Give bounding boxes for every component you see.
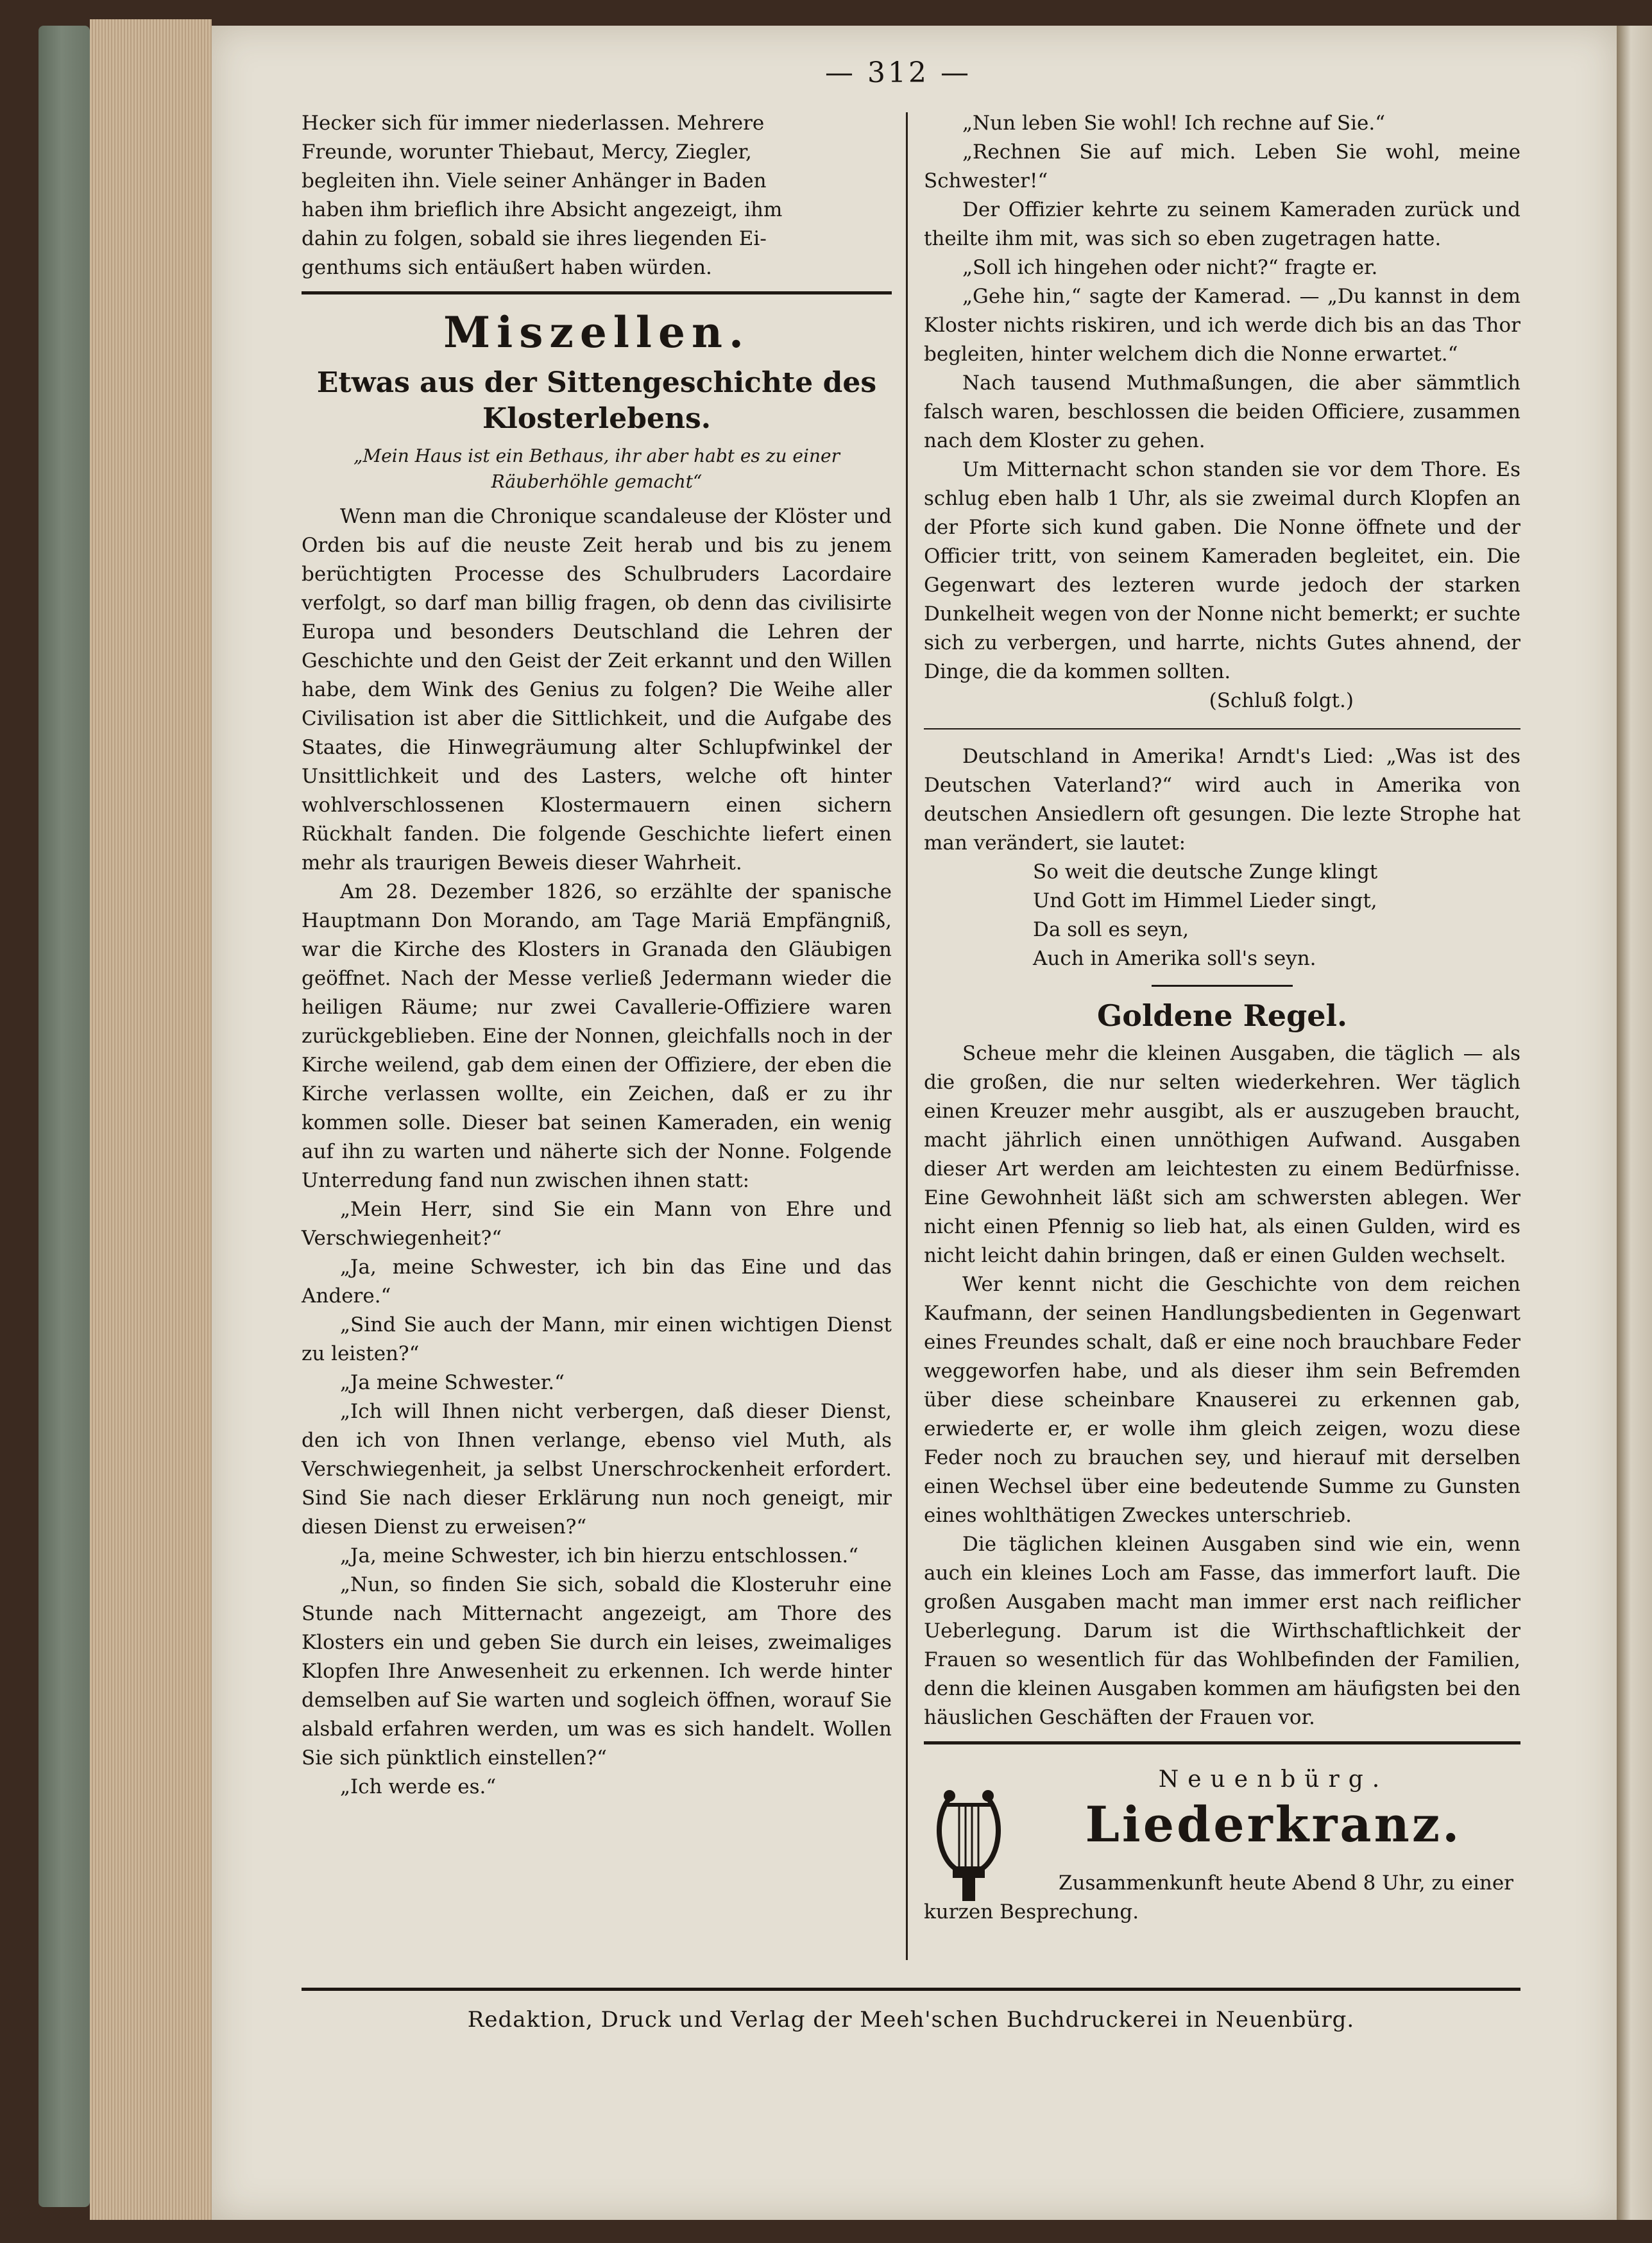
poem-line: Auch in Amerika soll's seyn. — [1033, 947, 1316, 970]
page-number: — 312 — — [825, 56, 971, 89]
left-column — [302, 109, 892, 1802]
poem-line: Da soll es seyn, — [1033, 918, 1189, 941]
ad-title: Liederkranz. — [1085, 1796, 1462, 1853]
book-cover-edge — [38, 26, 90, 2207]
dialogue-line: „Ja meine Schwester.“ — [340, 1371, 565, 1394]
deutschland-paragraph: Deutschland in Amerika! Arndt's Lied: „Was ist des Deutschen Vaterland?“ wird auch in Amerika von deutschen Ansiedlern oft gesungen. Die lezte Strophe hat man verändert, sie lautet: — [924, 745, 1520, 855]
article-paragraph: Am 28. Dezember 1826, so erzählte der spanische Hauptmann Don Morando, am Tage Mariä Empfängniß, war die Kirche des Klosters in Granada den Gläubigen geöffnet. Nach der Messe verließ Jedermann wieder die heiligen Räume; nur zwei Cavallerie-Offiziere waren zurückgeblieben. Eine der Nonnen, gleichfalls noch in der Kirche weilend, gab dem einen der Offiziere, der eben die Kirche verlassen wollte, ein Zeichen, daß er zu ihr kommen solle. Dieser bat seinen Kameraden, ein wenig auf ihn zu warten und näherte sich der Nonne. Folgende Unterredung fand nun zwischen ihnen statt: — [302, 880, 892, 1192]
article-paragraph: Um Mitternacht schon standen sie vor dem Thore. Es schlug eben halb 1 Uhr, als sie zweimal durch Klopfen an der Pforte sich kund gaben. Die Nonne öffnete und der Officier tritt, von seinem Kameraden begleitet, ein. Die Gegenwart des lezteren wurde jedoch der starken Dunkelheit wegen von der Nonne nicht bemerkt; er suchte sich zu verbergen, und harrte, nichts Gutes ahnend, der Dinge, die da kommen sollten. — [924, 458, 1520, 683]
imprint-footer: Redaktion, Druck und Verlag der Meeh'schen Buchdruckerei in Neuenbürg. — [467, 2007, 1355, 2033]
dialogue-line: „Sind Sie auch der Mann, mir einen wichtigen Dienst zu leisten?“ — [302, 1313, 892, 1365]
poem — [924, 858, 1520, 973]
dialogue-line: „Rechnen Sie auf mich. Leben Sie wohl, meine Schwester!“ — [924, 141, 1520, 192]
page-edges — [90, 19, 212, 2220]
dialogue-line: „Ja, meine Schwester, ich bin das Eine und das Andere.“ — [302, 1256, 892, 1308]
right-column — [924, 109, 1520, 1927]
dialogue-line: „Gehe hin,“ sagte der Kamerad. — „Du kannst in dem Kloster nichts riskiren, und ich werde dich bis an das Thor begleiten, hinter welchem dich die Nonne erwartet.“ — [924, 285, 1520, 366]
gold-paragraph: Scheue mehr die kleinen Ausgaben, die täglich — als die großen, die nur selten wiederkehren. Wer täglich einen Kreuzer mehr ausgibt, als er auszugeben braucht, macht jährlich einen unnöthigen Aufwand. Ausgaben dieser Art werden am leichtesten zu einem Bedürfnisse. Eine Gewohnheit läßt sich am schwersten ablegen. Wer nicht einen Pfennig so lieb hat, als einen Gulden, wird es nicht leicht dahin bringen, daß er einen Gulden wechselt. — [924, 1042, 1520, 1267]
ad-text: Zusammenkunft heute Abend 8 Uhr, zu einer kurzen Besprechung. — [924, 1872, 1514, 1923]
article-paragraph: Der Offizier kehrte zu seinem Kameraden zurück und theilte ihm mit, was sich so eben zugetragen hatte. — [924, 198, 1520, 250]
gold-paragraph: Wer kennt nicht die Geschichte von dem reichen Kaufmann, der seinen Handlungsbedienten in Gegenwart eines Freundes schalt, daß er eine noch brauchbare Feder weggeworfen habe, und als dieser ihm sein Befremden über diese scheinbare Knauserei zu erkennen gab, erwiederte er, er wolle ihm gleich zeigen, wozu diese Feder noch zu brauchen sey, und hierauf mit derselben einen Wechsel über eine bedeutende Summe zu Gunsten eines wohlthätigen Zweckes unterschrieb. — [924, 1273, 1520, 1527]
poem-line: Und Gott im Himmel Lieder singt, — [1033, 889, 1377, 912]
liederkranz-ad — [924, 1753, 1520, 1927]
article-paragraph: Wenn man die Chronique scandaleuse der Klöster und Orden bis auf die neuste Zeit herab und bis zu jenem berüchtigten Processe des Schulbruders Lacordaire verfolgt, so darf man billig fragen, ob denn das civilisirte Europa und besonders Deutschland die Lehren der Geschichte und den Geist der Zeit erkannt und den Willen habe, dem Wink des Genius zu folgen? Die Weihe aller Civilisation ist aber die Sittlichkeit, und die Aufgabe des Staates, die Hinwegräumung alter Schlupfwinkel der Unsittlichkeit und des Lasters, welche oft hinter wohlverschlossenen Klostermauern einen sichern Rückhalt fanden. Die folgende Geschichte liefert einen mehr als traurigen Beweis dieser Wahrheit. — [302, 505, 892, 874]
column-divider — [906, 112, 908, 1960]
intro-line: genthums sich entäußert haben würden. — [302, 256, 712, 279]
ad-town: Neuenbürg. — [1158, 1766, 1389, 1793]
ad-text-block — [924, 1869, 1520, 1927]
article-motto: „Mein Haus ist ein Bethaus, ihr aber habt es zu einer Räuberhöhle gemacht“ — [353, 445, 840, 492]
ad-rule — [924, 1741, 1520, 1744]
section-rule — [302, 291, 892, 294]
dialogue-line: „Ja, meine Schwester, ich bin hierzu entschlossen.“ — [340, 1544, 859, 1567]
footer-rule — [302, 1988, 1520, 1991]
article-title: Etwas aus der Sittengeschichte des Klosterlebens. — [316, 366, 877, 435]
article-divider — [924, 728, 1520, 729]
next-page-gutter — [1617, 26, 1652, 2220]
gold-rule-title: Goldene Regel. — [1096, 998, 1347, 1033]
dialogue-line: „Nun, so finden Sie sich, sobald die Klosteruhr eine Stunde nach Mitternacht angezeigt, am Thore des Klosters ein und geben Sie durch ein leises, zweimaliges Klopfen Ihre Anwesenheit zu erkennen. Ich werde hinter demselben auf Sie warten und sogleich öffnen, worauf Sie alsbald erfahren werden, um was es sich handelt. Wollen Sie sich pünktlich einstellen?“ — [302, 1573, 892, 1770]
dialogue-line: „Nun leben Sie wohl! Ich rechne auf Sie.“ — [962, 112, 1386, 135]
intro-line: haben ihm brieflich ihre Absicht angezeigt, ihm — [302, 198, 783, 221]
intro-line: dahin zu folgen, sobald sie ihres liegenden Ei- — [302, 227, 767, 250]
continued-note: (Schluß folgt.) — [1209, 689, 1354, 712]
dialogue-line: „Mein Herr, sind Sie ein Mann von Ehre und Verschwiegenheit?“ — [302, 1198, 892, 1250]
intro-line: Freunde, worunter Thiebaut, Mercy, Ziegler, — [302, 141, 752, 164]
intro-line: Hecker sich für immer niederlassen. Mehrere — [302, 112, 765, 135]
dialogue-line: „Ich will Ihnen nicht verbergen, daß dieser Dienst, den ich von Ihnen verlange, ebenso viel Muth, als Verschwiegenheit, ja selbst Unerschrockenheit erfordert. Sind Sie nach dieser Erklärung nun noch geneigt, mir diesen Dienst zu erweisen?“ — [302, 1400, 892, 1539]
article-paragraph: Nach tausend Muthmaßungen, die aber sämmtlich falsch waren, beschlossen die beiden Officiere, zusammen nach dem Kloster zu gehen. — [924, 371, 1520, 452]
dialogue-line: „Soll ich hingehen oder nicht?“ fragte er. — [962, 256, 1378, 279]
gold-paragraph: Die täglichen kleinen Ausgaben sind wie ein, wenn auch ein kleines Loch am Fasse, das immerfort lauft. Die großen Ausgaben macht man immer erst nach reiflicher Ueberlegung. Darum ist die Wirthschaftlichkeit der Frauen so wesentlich für das Wohlbefinden der Familien, denn die kleinen Ausgaben kommen am häufigsten bei den häuslichen Geschäften der Frauen vor. — [924, 1533, 1520, 1729]
intro-line: begleiten ihn. Viele seiner Anhänger in Baden — [302, 169, 767, 192]
section-title: Miszellen. — [443, 307, 750, 357]
short-divider — [1152, 985, 1293, 987]
dialogue-line: „Ich werde es.“ — [340, 1775, 497, 1798]
poem-line: So weit die deutsche Zunge klingt — [1033, 860, 1378, 883]
